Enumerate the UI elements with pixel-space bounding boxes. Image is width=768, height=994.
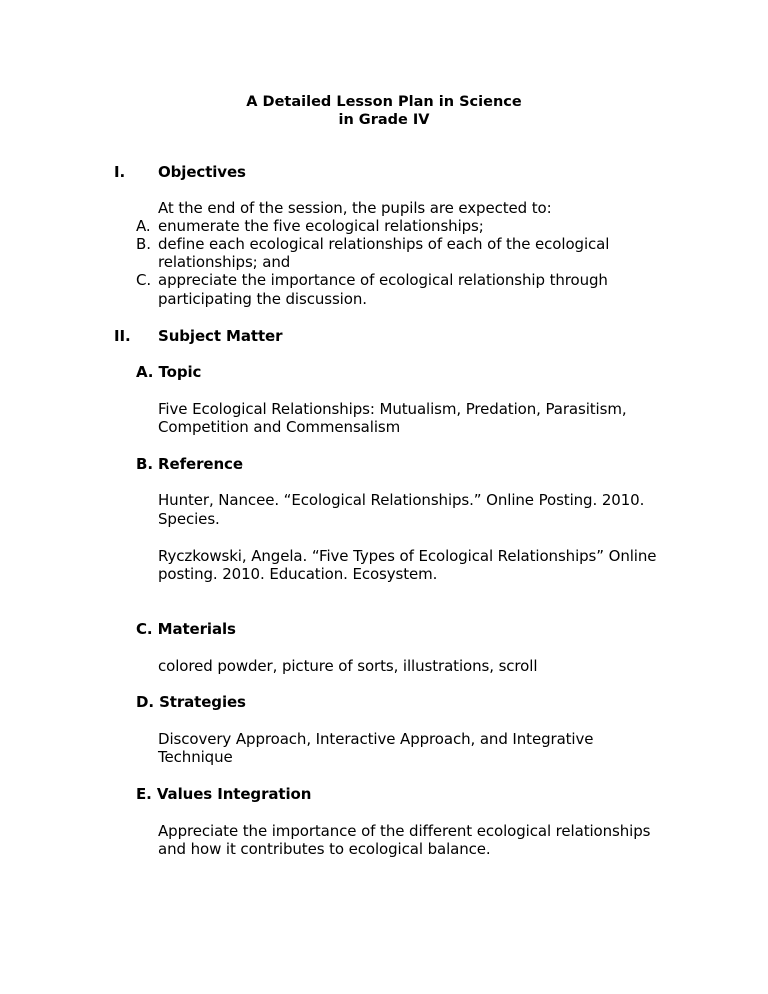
reference-1-line2: Species. bbox=[158, 510, 220, 528]
materials-heading: C. Materials bbox=[136, 620, 236, 638]
section-1-heading: Objectives bbox=[158, 163, 246, 181]
objective-b-text-line1: define each ecological relationships of each of the ecological bbox=[158, 235, 610, 253]
objective-c-text-line1: appreciate the importance of ecological relationship through bbox=[158, 271, 608, 289]
objectives-intro: At the end of the session, the pupils are expected to: bbox=[158, 199, 552, 217]
objective-b-letter: B. bbox=[136, 235, 151, 253]
objective-a-text: enumerate the five ecological relationships; bbox=[158, 217, 484, 235]
strategies-text-line2: Technique bbox=[158, 748, 233, 766]
strategies-text-line1: Discovery Approach, Interactive Approach, and Integrative bbox=[158, 730, 594, 748]
values-integration-text-line2: and how it contributes to ecological balance. bbox=[158, 840, 491, 858]
objective-c-text-line2: participating the discussion. bbox=[158, 290, 367, 308]
materials-text: colored powder, picture of sorts, illustrations, scroll bbox=[158, 657, 538, 675]
section-2-numeral: II. bbox=[114, 327, 131, 345]
topic-text-line2: Competition and Commensalism bbox=[158, 418, 401, 436]
document-title: A Detailed Lesson Plan in Science bbox=[246, 94, 522, 110]
objective-a-letter: A. bbox=[136, 217, 151, 235]
objective-c-letter: C. bbox=[136, 271, 152, 289]
reference-2-line1: Ryczkowski, Angela. “Five Types of Ecological Relationships” Online bbox=[158, 547, 657, 565]
section-2-heading: Subject Matter bbox=[158, 327, 283, 345]
values-integration-heading: E. Values Integration bbox=[136, 785, 312, 803]
topic-heading: A. Topic bbox=[136, 363, 202, 381]
reference-2-line2: posting. 2010. Education. Ecosystem. bbox=[158, 565, 438, 583]
values-integration-text-line1: Appreciate the importance of the different ecological relationships bbox=[158, 822, 651, 840]
reference-1-line1: Hunter, Nancee. “Ecological Relationships.” Online Posting. 2010. bbox=[158, 491, 645, 509]
reference-heading: B. Reference bbox=[136, 455, 243, 473]
document-subtitle: in Grade IV bbox=[338, 112, 430, 128]
strategies-heading: D. Strategies bbox=[136, 693, 246, 711]
section-1-numeral: I. bbox=[114, 163, 126, 181]
objective-b-text-line2: relationships; and bbox=[158, 253, 291, 271]
topic-text-line1: Five Ecological Relationships: Mutualism, Predation, Parasitism, bbox=[158, 400, 627, 418]
